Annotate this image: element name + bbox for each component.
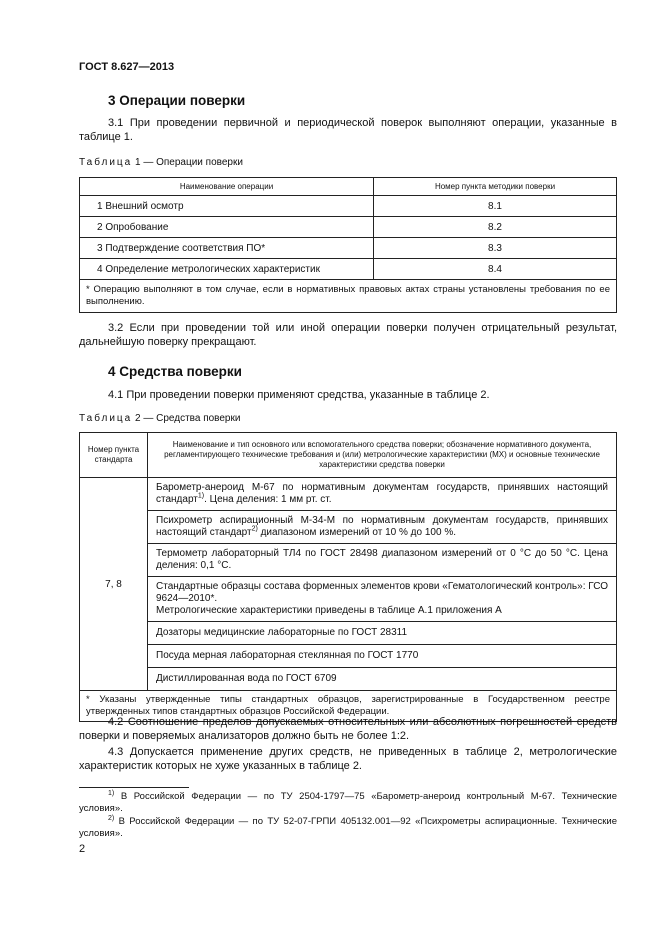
footnote-1 — [79, 791, 617, 815]
table-note-row — [80, 280, 617, 313]
section-3-title: 3 Операции поверки — [108, 93, 246, 108]
paragraph-4-2: 4.2 Соотношение пределов допускаемых относительных или абсолютных погрешностей средств поверки и поверяемых анализаторов должно быть не более 1:2. — [79, 716, 617, 742]
table-2-caption-prefix: Таблица — [79, 413, 133, 424]
footnote-2 — [79, 816, 617, 840]
column-header-standard-clause: Номер пункта стандарта — [80, 433, 148, 478]
operation-cell: 1 Внешний осмотр — [80, 196, 374, 217]
equipment-text: диапазоном измерений от 10 % до 100 %. — [257, 527, 456, 538]
paragraph-4-1: 4.1 При проведении поверки применяют средства, указанные в таблице 2. — [108, 389, 490, 401]
table-header-row — [80, 178, 617, 196]
table-row — [80, 622, 617, 645]
equipment-text: . Цена деления: 1 мм рт. ст. — [204, 494, 332, 505]
clause-cell: 8.1 — [374, 196, 617, 217]
column-header-clause: Номер пункта методики поверки — [374, 178, 617, 196]
column-header-operation: Наименование операции — [80, 178, 374, 196]
paragraph-3-2: 3.2 Если при проведении той или иной операции поверки получен отрицательный результат, дальнейшую поверку прекращают. — [79, 322, 617, 348]
equipment-cell — [148, 478, 617, 511]
table-row — [80, 259, 617, 280]
equipment-text: Метрологические характеристики приведены в таблице А.1 приложения А — [156, 605, 502, 616]
table-2-caption-text: 2 — Средства поверки — [132, 413, 241, 424]
equipment-text: Психрометр аспирационный М-34-М по нормативным документам государств, принявших настоящий стандарт — [156, 515, 608, 538]
section-4-title: 4 Средства поверки — [108, 364, 242, 379]
equipment-text: Барометр-анероид М-67 по нормативным документам государств, принявших настоящий стандарт — [156, 482, 608, 505]
table-2-note: * Указаны утвержденные типы стандартных образцов, зарегистрированные в Государственном реестре утвержденных типов стандартных образцов Российской Федерации. — [80, 691, 617, 722]
table-row — [80, 668, 617, 691]
footnote-mark: 2) — [108, 814, 115, 822]
operation-cell: 2 Опробование — [80, 217, 374, 238]
clause-cell: 8.3 — [374, 238, 617, 259]
equipment-table — [79, 432, 617, 722]
table-row — [80, 238, 617, 259]
operation-cell: 3 Подтверждение соответствия ПО* — [80, 238, 374, 259]
document-header: ГОСТ 8.627—2013 — [79, 61, 175, 73]
equipment-text: Стандартные образцы состава форменных элементов крови «Гематологический контроль»: ГСО 9624—2010*. — [156, 581, 608, 604]
table-row — [80, 478, 617, 511]
table-row — [80, 645, 617, 668]
standard-clause-cell: 7, 8 — [80, 478, 148, 691]
table-2-caption — [79, 413, 240, 424]
footnote-text: В Российской Федерации — по ТУ 52-07-ГРПИ 405132.001—92 «Психрометры аспирационные. Технические условия». — [79, 816, 617, 839]
equipment-cell: Термометр лабораторный ТЛ4 по ГОСТ 28498 диапазоном измерений от 0 °С до 50 °С. Цена деления: 0,1 °С. — [148, 544, 617, 577]
clause-cell: 8.4 — [374, 259, 617, 280]
table-header-row — [80, 433, 617, 478]
footnote-ref: 1) — [197, 492, 205, 500]
paragraph-3-1: 3.1 При проведении первичной и периодической поверок выполняют операции, указанные в таблице 1. — [79, 117, 617, 143]
table-row — [80, 544, 617, 577]
equipment-cell — [148, 577, 617, 622]
column-header-equipment: Наименование и тип основного или вспомогательного средства поверки; обозначение нормативного документа, регламентирующего технические требования и (или) метрологические характеристики (МХ) и основные технические характеристики средства поверки — [148, 433, 617, 478]
footnote-text: В Российской Федерации — по ТУ 2504-1797—75 «Барометр-анероид контрольный М-67. Технические условия». — [79, 791, 617, 814]
footnote-separator — [79, 787, 189, 788]
equipment-cell — [148, 511, 617, 544]
table-row — [80, 217, 617, 238]
clause-cell: 8.2 — [374, 217, 617, 238]
page-number: 2 — [79, 843, 86, 855]
equipment-cell: Дозаторы медицинские лабораторные по ГОСТ 28311 — [148, 622, 617, 645]
table-1-caption-prefix: Таблица — [79, 157, 133, 168]
footnote-ref: 2) — [251, 525, 258, 533]
footnote-mark: 1) — [108, 789, 115, 797]
table-row — [80, 511, 617, 544]
table-row — [80, 196, 617, 217]
operations-table — [79, 177, 617, 313]
equipment-cell: Посуда мерная лабораторная стеклянная по ГОСТ 1770 — [148, 645, 617, 668]
table-1-caption — [79, 157, 243, 168]
table-1-caption-text: 1 — Операции поверки — [132, 157, 243, 168]
table-row — [80, 577, 617, 622]
paragraph-4-3: 4.3 Допускается применение других средств, не приведенных в таблице 2, метрологические характеристик которых не хуже указанных в таблице 2. — [79, 746, 617, 772]
equipment-cell: Дистиллированная вода по ГОСТ 6709 — [148, 668, 617, 691]
table-1-note: * Операцию выполняют в том случае, если в нормативных правовых актах страны установлены требования по ее выполнению. — [80, 280, 617, 313]
operation-cell: 4 Определение метрологических характеристик — [80, 259, 374, 280]
